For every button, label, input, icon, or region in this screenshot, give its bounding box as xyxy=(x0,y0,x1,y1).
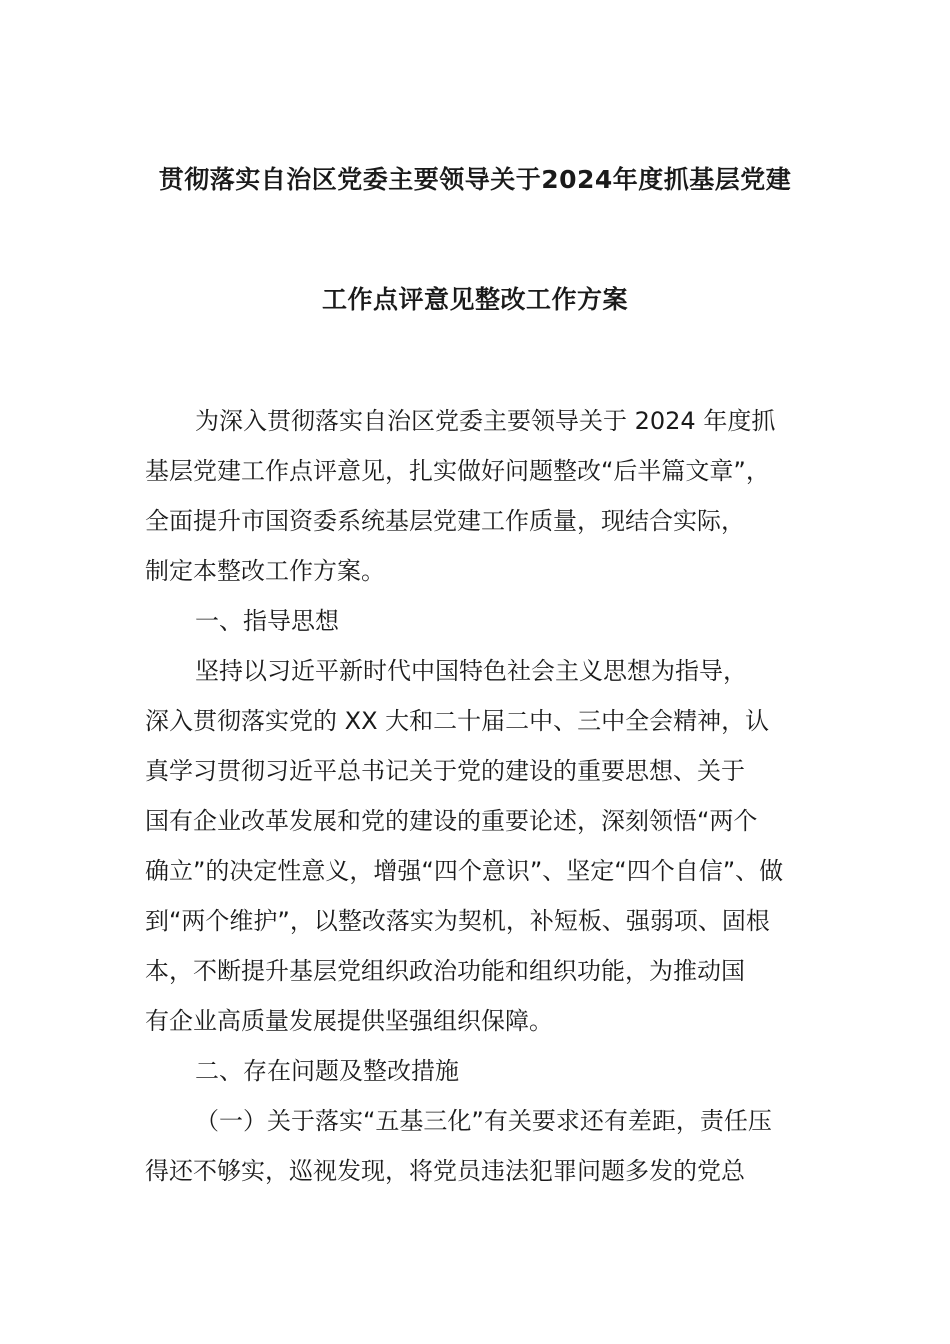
paragraph-line: 确立”的决定性意义，增强“四个意识”、坚定“四个自信”、做 xyxy=(145,857,784,885)
paragraph-line: 国有企业改革发展和党的建设的重要论述，深刻领悟“两个 xyxy=(145,807,758,835)
paragraph-line: 制定本整改工作方案。 xyxy=(145,557,385,585)
paragraph-line: 本，不断提升基层党组织政治功能和组织功能，为推动国 xyxy=(145,957,745,985)
document-title-line-1: 贯彻落实自治区党委主要领导关于2024年度抓基层党建 xyxy=(158,165,792,194)
paragraph-line: 有企业高质量发展提供坚强组织保障。 xyxy=(145,1007,553,1035)
paragraph-line: 基层党建工作点评意见，扎实做好问题整改“后半篇文章”， xyxy=(145,457,770,485)
paragraph-line: 得还不够实，巡视发现，将党员违法犯罪问题多发的党总 xyxy=(145,1157,745,1185)
paragraph-line: （一）关于落实“五基三化”有关要求还有差距，责任压 xyxy=(195,1107,772,1135)
paragraph-line: 深入贯彻落实党的 XX 大和二十届二中、三中全会精神，认 xyxy=(145,707,770,735)
paragraph-line: 真学习贯彻习近平总书记关于党的建设的重要思想、关于 xyxy=(145,757,745,785)
paragraph-line: 坚持以习近平新时代中国特色社会主义思想为指导， xyxy=(195,657,747,685)
paragraph-line: 为深入贯彻落实自治区党委主要领导关于 2024 年度抓 xyxy=(195,407,776,435)
section-heading: 一、指导思想 xyxy=(195,607,339,635)
paragraph-line: 全面提升市国资委系统基层党建工作质量，现结合实际， xyxy=(145,507,745,535)
section-heading: 二、存在问题及整改措施 xyxy=(195,1057,459,1085)
paragraph-line: 到“两个维护”，以整改落实为契机，补短板、强弱项、固根 xyxy=(145,907,770,935)
document-title-line-2: 工作点评意见整改工作方案 xyxy=(321,285,628,314)
